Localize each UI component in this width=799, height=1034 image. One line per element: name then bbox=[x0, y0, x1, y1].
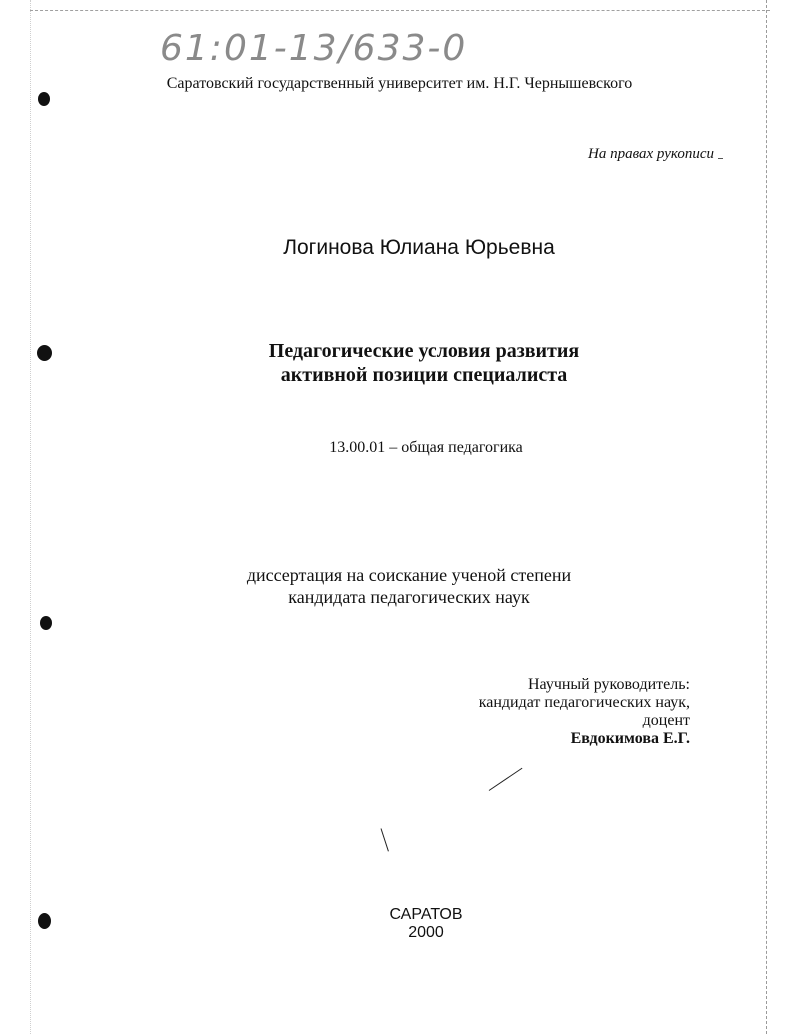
year: 2000 bbox=[408, 924, 444, 941]
scan-edge-left bbox=[30, 0, 31, 1034]
dissertation-line-2: кандидата педагогических наук bbox=[288, 587, 530, 607]
binding-hole-mark bbox=[38, 92, 50, 106]
advisor-role: Научный руководитель: bbox=[527, 676, 690, 693]
university-name: Саратовский государственный университет им. Н.Г. Чернышевского bbox=[166, 75, 633, 92]
pen-stroke bbox=[489, 768, 523, 791]
pen-mark bbox=[718, 158, 723, 159]
binding-hole-mark bbox=[40, 616, 52, 630]
pen-stroke bbox=[381, 828, 389, 851]
thesis-title-line-1: Педагогические условия развития bbox=[268, 340, 580, 362]
manuscript-rights: На правах рукописи bbox=[588, 146, 714, 162]
advisor-degree: кандидат педагогических наук, bbox=[478, 694, 690, 711]
author-name: Логинова Юлиана Юрьевна bbox=[283, 236, 555, 259]
advisor-name: Евдокимова Е.Г. bbox=[570, 730, 690, 747]
advisor-rank: доцент bbox=[642, 712, 690, 729]
city: САРАТОВ bbox=[389, 906, 463, 923]
specialty-code: 13.00.01 – общая педагогика bbox=[329, 439, 523, 456]
dissertation-line-1: диссертация на соискание ученой степени bbox=[246, 565, 572, 585]
scan-edge-right bbox=[766, 0, 767, 1034]
handwritten-archive-code: 61:01-13/633-0 bbox=[160, 28, 468, 69]
thesis-title-line-2: активной позиции специалиста bbox=[280, 364, 568, 386]
scan-edge-top bbox=[30, 10, 770, 11]
